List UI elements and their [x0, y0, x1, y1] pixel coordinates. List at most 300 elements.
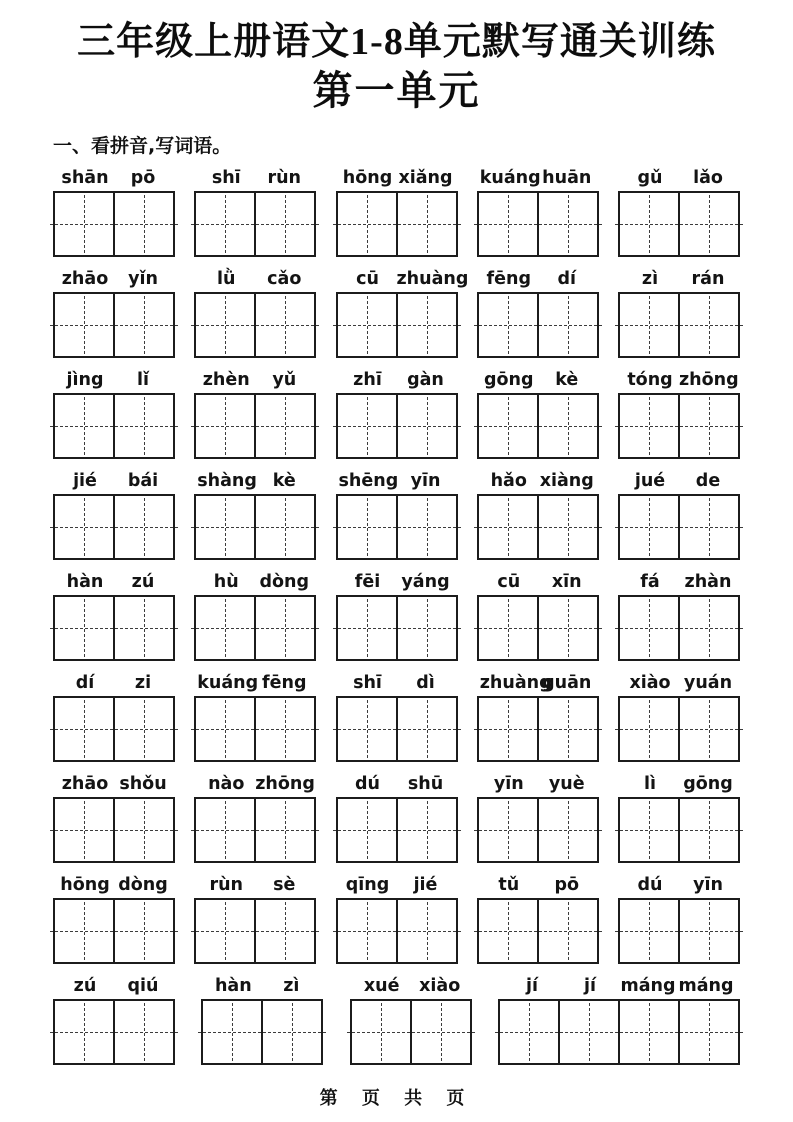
writing-box	[618, 494, 740, 560]
writing-cell	[55, 193, 113, 255]
pinyin-labels	[53, 673, 175, 694]
pinyin-labels	[477, 370, 599, 391]
pinyin-syllable: jié	[73, 470, 97, 491]
writing-cell	[196, 496, 254, 558]
pinyin-labels	[336, 168, 458, 189]
writing-cell	[620, 395, 678, 457]
writing-cell	[55, 294, 113, 356]
pinyin-syllable: gàn	[407, 369, 444, 390]
writing-cell	[479, 799, 537, 861]
unit-subtitle: 第一单元	[312, 67, 481, 113]
pinyin-labels	[336, 268, 469, 290]
writing-cell	[55, 799, 113, 861]
writing-cell	[558, 1001, 618, 1063]
pinyin-syllable: rán	[691, 268, 725, 289]
section-heading: 一、看拼音,写词语。	[53, 134, 232, 157]
writing-cell	[678, 1001, 738, 1063]
writing-box	[618, 191, 740, 257]
writing-cell	[338, 597, 396, 659]
pinyin-word-group	[618, 168, 740, 257]
writing-cell	[338, 799, 396, 861]
pinyin-syllable: fēi	[354, 571, 381, 592]
writing-cell	[196, 900, 254, 962]
pinyin-labels	[194, 673, 316, 694]
pinyin-syllable: zhāo	[61, 773, 109, 794]
pinyin-labels	[336, 673, 458, 694]
pinyin-syllable: kuáng	[197, 672, 259, 693]
writing-cell	[620, 698, 678, 760]
writing-cell	[254, 193, 314, 255]
writing-cell	[113, 698, 173, 760]
pinyin-syllable: shēng	[338, 470, 399, 491]
pinyin-labels	[477, 673, 599, 694]
writing-box	[53, 191, 175, 257]
pinyin-word-group	[194, 774, 316, 863]
pinyin-syllable: cū	[356, 268, 379, 289]
pinyin-syllable: xiào	[419, 975, 461, 996]
writing-box	[618, 393, 740, 459]
writing-box	[477, 494, 599, 560]
pinyin-word-group	[336, 673, 458, 762]
pinyin-word-group	[53, 471, 175, 560]
writing-cell	[396, 900, 456, 962]
pinyin-word-group	[498, 976, 740, 1065]
pinyin-syllable: qiú	[127, 975, 159, 996]
pinyin-syllable: jìng	[66, 369, 104, 390]
writing-cell	[261, 1001, 321, 1063]
pinyin-labels	[336, 572, 458, 593]
pinyin-word-group	[618, 471, 740, 560]
pinyin-syllable: guān	[542, 672, 592, 693]
pinyin-labels	[336, 471, 458, 492]
writing-cell	[396, 597, 456, 659]
pinyin-syllable: shū	[407, 773, 444, 794]
writing-box	[53, 292, 175, 358]
writing-cell	[55, 597, 113, 659]
pinyin-syllable: yuè	[548, 773, 585, 794]
pinyin-labels	[53, 774, 175, 795]
writing-cell	[55, 698, 113, 760]
pinyin-syllable: gōng	[483, 369, 534, 390]
writing-cell	[537, 294, 597, 356]
pinyin-syllable: nào	[208, 773, 245, 794]
writing-box	[336, 797, 458, 863]
pinyin-syllable: yīn	[410, 470, 441, 491]
pinyin-syllable: yuán	[683, 672, 733, 693]
writing-cell	[196, 294, 254, 356]
pinyin-labels	[477, 269, 599, 290]
writing-box	[350, 999, 472, 1065]
writing-cell	[479, 698, 537, 760]
writing-cell	[396, 799, 456, 861]
writing-cell	[678, 294, 738, 356]
writing-cell	[537, 597, 597, 659]
writing-box	[336, 393, 458, 459]
pinyin-syllable: fēng	[486, 268, 531, 289]
pinyin-word-group	[336, 875, 458, 964]
writing-box	[477, 898, 599, 964]
pinyin-word-group	[194, 572, 316, 661]
writing-cell	[396, 698, 456, 760]
pinyin-syllable: cǎo	[267, 268, 302, 289]
pinyin-labels	[477, 774, 599, 795]
pinyin-word-group	[53, 976, 175, 1065]
worksheet-row	[53, 875, 740, 964]
writing-cell	[55, 395, 113, 457]
writing-box	[498, 999, 740, 1065]
pinyin-syllable: dòng	[259, 571, 310, 592]
pinyin-syllable: lì	[644, 773, 656, 794]
pinyin-syllable: tóng	[627, 369, 673, 390]
worksheet-grid	[53, 168, 740, 1077]
pinyin-word-group	[194, 673, 316, 762]
worksheet-row	[53, 572, 740, 661]
writing-cell	[203, 1001, 261, 1063]
writing-cell	[396, 395, 456, 457]
pinyin-syllable: tǔ	[498, 874, 520, 895]
pinyin-syllable: máng	[678, 975, 734, 996]
pinyin-syllable: zi	[134, 672, 152, 693]
pinyin-syllable: jué	[634, 470, 666, 491]
writing-box	[194, 595, 316, 661]
writing-cell	[410, 1001, 470, 1063]
pinyin-word-group	[618, 774, 740, 863]
writing-cell	[620, 496, 678, 558]
writing-cell	[620, 597, 678, 659]
writing-cell	[113, 395, 173, 457]
pinyin-syllable: dí	[557, 268, 577, 289]
pinyin-syllable: dí	[75, 672, 95, 693]
pinyin-labels	[618, 471, 740, 492]
writing-cell	[678, 597, 738, 659]
pinyin-word-group	[618, 572, 740, 661]
writing-cell	[113, 294, 173, 356]
writing-box	[336, 595, 458, 661]
pinyin-syllable: kè	[555, 369, 579, 390]
pinyin-syllable: hàn	[214, 975, 252, 996]
pinyin-word-group	[336, 370, 458, 459]
writing-cell	[338, 698, 396, 760]
writing-cell	[537, 193, 597, 255]
pinyin-syllable: dòng	[118, 874, 168, 895]
writing-cell	[55, 496, 113, 558]
pinyin-word-group	[194, 875, 316, 964]
pinyin-labels	[618, 673, 740, 694]
pinyin-labels	[477, 168, 599, 189]
writing-cell	[618, 1001, 678, 1063]
writing-cell	[479, 496, 537, 558]
pinyin-syllable: yīn	[493, 773, 524, 794]
writing-box	[53, 595, 175, 661]
pinyin-labels	[498, 976, 740, 997]
pinyin-labels	[53, 875, 175, 896]
writing-cell	[55, 900, 113, 962]
writing-cell	[338, 395, 396, 457]
writing-cell	[479, 900, 537, 962]
pinyin-word-group	[336, 268, 469, 358]
pinyin-syllable: rùn	[209, 874, 244, 895]
pinyin-syllable: shī	[353, 672, 382, 693]
pinyin-labels	[194, 269, 316, 290]
writing-box	[53, 999, 175, 1065]
writing-box	[53, 696, 175, 762]
pinyin-syllable: lǎo	[693, 167, 723, 188]
pinyin-labels	[201, 976, 323, 997]
writing-box	[477, 595, 599, 661]
writing-cell	[254, 900, 314, 962]
pinyin-word-group	[194, 370, 316, 459]
writing-cell	[396, 294, 456, 356]
writing-box	[618, 797, 740, 863]
pinyin-syllable: bái	[127, 470, 159, 491]
pinyin-word-group	[53, 572, 175, 661]
pinyin-syllable: zhuàng	[396, 268, 469, 289]
pinyin-labels	[477, 471, 599, 492]
writing-cell	[620, 294, 678, 356]
pinyin-syllable: hàn	[66, 571, 104, 592]
writing-cell	[196, 395, 254, 457]
pinyin-labels	[618, 168, 740, 189]
writing-box	[194, 898, 316, 964]
pinyin-syllable: zhōng	[255, 773, 315, 794]
writing-cell	[500, 1001, 558, 1063]
writing-box	[53, 494, 175, 560]
pinyin-syllable: zì	[641, 268, 659, 289]
pinyin-word-group	[53, 673, 175, 762]
pinyin-syllable: pō	[130, 167, 156, 188]
pinyin-syllable: yáng	[401, 571, 450, 592]
pinyin-labels	[53, 269, 175, 290]
writing-cell	[338, 193, 396, 255]
pinyin-syllable: shī	[211, 167, 241, 188]
pinyin-syllable: hǎo	[490, 470, 527, 491]
pinyin-word-group	[336, 572, 458, 661]
pinyin-syllable: lǜ	[217, 268, 236, 289]
pinyin-word-group	[618, 875, 740, 964]
pinyin-syllable: zì	[283, 975, 300, 996]
pinyin-word-group	[477, 471, 599, 560]
pinyin-syllable: zhèn	[202, 369, 250, 390]
writing-box	[201, 999, 323, 1065]
pinyin-syllable: xiǎng	[398, 167, 453, 188]
pinyin-syllable: kuáng	[479, 167, 541, 188]
writing-cell	[537, 395, 597, 457]
pinyin-word-group	[53, 370, 175, 459]
writing-box	[194, 696, 316, 762]
writing-cell	[338, 294, 396, 356]
pinyin-word-group	[618, 673, 740, 762]
pinyin-labels	[336, 875, 458, 896]
writing-cell	[196, 193, 254, 255]
writing-cell	[678, 799, 738, 861]
writing-cell	[113, 1001, 173, 1063]
pinyin-word-group	[477, 875, 599, 964]
writing-box	[336, 898, 458, 964]
pinyin-syllable: yǔ	[272, 369, 297, 390]
pinyin-labels	[194, 875, 316, 896]
pinyin-word-group	[477, 370, 599, 459]
pinyin-syllable: gǔ	[637, 167, 663, 188]
writing-cell	[678, 193, 738, 255]
pinyin-labels	[336, 774, 458, 795]
pinyin-labels	[194, 370, 316, 391]
pinyin-syllable: zhī	[353, 369, 382, 390]
writing-box	[477, 191, 599, 257]
pinyin-syllable: xīn	[551, 571, 582, 592]
writing-cell	[396, 496, 456, 558]
pinyin-labels	[336, 370, 458, 391]
pinyin-syllable: fēng	[262, 672, 307, 693]
writing-cell	[196, 799, 254, 861]
pinyin-word-group	[201, 976, 323, 1065]
writing-box	[336, 191, 458, 257]
page-footer: 第 页 共 页	[319, 1088, 474, 1109]
pinyin-syllable: zú	[73, 975, 97, 996]
pinyin-syllable: hōng	[60, 874, 110, 895]
pinyin-labels	[477, 572, 599, 593]
pinyin-syllable: máng	[620, 975, 676, 996]
writing-cell	[537, 496, 597, 558]
pinyin-labels	[350, 976, 472, 997]
writing-cell	[113, 496, 173, 558]
writing-cell	[254, 799, 314, 861]
pinyin-labels	[53, 471, 175, 492]
pinyin-word-group	[477, 774, 599, 863]
worksheet-row	[53, 168, 740, 257]
writing-cell	[254, 597, 314, 659]
pinyin-word-group	[350, 976, 472, 1065]
pinyin-word-group	[477, 673, 599, 762]
pinyin-syllable: dú	[355, 773, 380, 794]
writing-box	[336, 292, 458, 358]
pinyin-syllable: zú	[131, 571, 155, 592]
pinyin-syllable: zhōng	[679, 369, 739, 390]
writing-cell	[678, 900, 738, 962]
pinyin-labels	[194, 774, 316, 795]
writing-cell	[479, 294, 537, 356]
worksheet-row	[53, 370, 740, 459]
pinyin-word-group	[53, 875, 175, 964]
writing-box	[477, 797, 599, 863]
pinyin-labels	[477, 875, 599, 896]
writing-box	[194, 292, 316, 358]
pinyin-word-group	[194, 168, 316, 257]
writing-box	[194, 494, 316, 560]
pinyin-syllable: lǐ	[137, 369, 149, 390]
page-title: 三年级上册语文1-8单元默写通关训练	[77, 21, 716, 63]
pinyin-syllable: shàng	[197, 470, 257, 491]
writing-cell	[254, 496, 314, 558]
worksheet-row	[53, 774, 740, 863]
writing-cell	[537, 900, 597, 962]
writing-cell	[196, 698, 254, 760]
pinyin-syllable: yǐn	[128, 268, 158, 289]
pinyin-labels	[53, 572, 175, 593]
writing-cell	[113, 799, 173, 861]
pinyin-syllable: shān	[61, 167, 109, 188]
pinyin-labels	[618, 370, 740, 391]
writing-cell	[620, 799, 678, 861]
pinyin-syllable: rùn	[267, 167, 302, 188]
pinyin-word-group	[194, 471, 316, 560]
pinyin-word-group	[336, 774, 458, 863]
pinyin-syllable: xué	[363, 975, 400, 996]
writing-cell	[396, 193, 456, 255]
writing-box	[477, 292, 599, 358]
pinyin-syllable: hù	[213, 571, 239, 592]
pinyin-labels	[194, 168, 316, 189]
pinyin-syllable: gōng	[683, 773, 733, 794]
writing-cell	[352, 1001, 410, 1063]
pinyin-labels	[53, 168, 175, 189]
writing-box	[618, 292, 740, 358]
writing-cell	[55, 1001, 113, 1063]
pinyin-syllable: cū	[497, 571, 521, 592]
pinyin-syllable: yīn	[693, 874, 723, 895]
pinyin-word-group	[618, 269, 740, 358]
pinyin-syllable: xiào	[629, 672, 671, 693]
pinyin-syllable: jié	[413, 874, 438, 895]
writing-cell	[537, 698, 597, 760]
pinyin-syllable: kè	[272, 470, 296, 491]
writing-cell	[620, 900, 678, 962]
pinyin-word-group	[53, 168, 175, 257]
writing-cell	[479, 395, 537, 457]
writing-cell	[338, 900, 396, 962]
pinyin-labels	[618, 572, 740, 593]
pinyin-labels	[618, 875, 740, 896]
writing-box	[53, 797, 175, 863]
pinyin-syllable: hōng	[342, 167, 393, 188]
writing-box	[477, 393, 599, 459]
pinyin-syllable: zhàn	[684, 571, 732, 592]
writing-cell	[678, 395, 738, 457]
pinyin-syllable: huān	[542, 167, 592, 188]
pinyin-labels	[194, 572, 316, 593]
writing-box	[53, 898, 175, 964]
pinyin-labels	[618, 269, 740, 290]
pinyin-syllable: shǒu	[119, 773, 167, 794]
pinyin-syllable: pō	[554, 874, 580, 895]
writing-cell	[254, 395, 314, 457]
pinyin-syllable: xiàng	[539, 470, 594, 491]
pinyin-syllable: de	[695, 470, 721, 491]
pinyin-word-group	[477, 168, 599, 257]
pinyin-word-group	[53, 774, 175, 863]
pinyin-syllable: sè	[273, 874, 296, 895]
writing-cell	[479, 597, 537, 659]
pinyin-syllable: dì	[416, 672, 435, 693]
pinyin-syllable: zhuàng	[479, 672, 552, 693]
writing-cell	[254, 698, 314, 760]
writing-box	[194, 191, 316, 257]
pinyin-word-group	[336, 168, 458, 257]
pinyin-syllable: qīng	[345, 874, 390, 895]
writing-cell	[113, 193, 173, 255]
pinyin-syllable: jí	[525, 975, 538, 996]
worksheet-row	[53, 673, 740, 762]
writing-box	[53, 393, 175, 459]
pinyin-labels	[194, 471, 316, 492]
pinyin-word-group	[53, 269, 175, 358]
writing-box	[618, 898, 740, 964]
pinyin-word-group	[618, 370, 740, 459]
writing-box	[477, 696, 599, 762]
writing-cell	[196, 597, 254, 659]
pinyin-syllable: dú	[637, 874, 663, 895]
writing-box	[194, 797, 316, 863]
writing-cell	[338, 496, 396, 558]
